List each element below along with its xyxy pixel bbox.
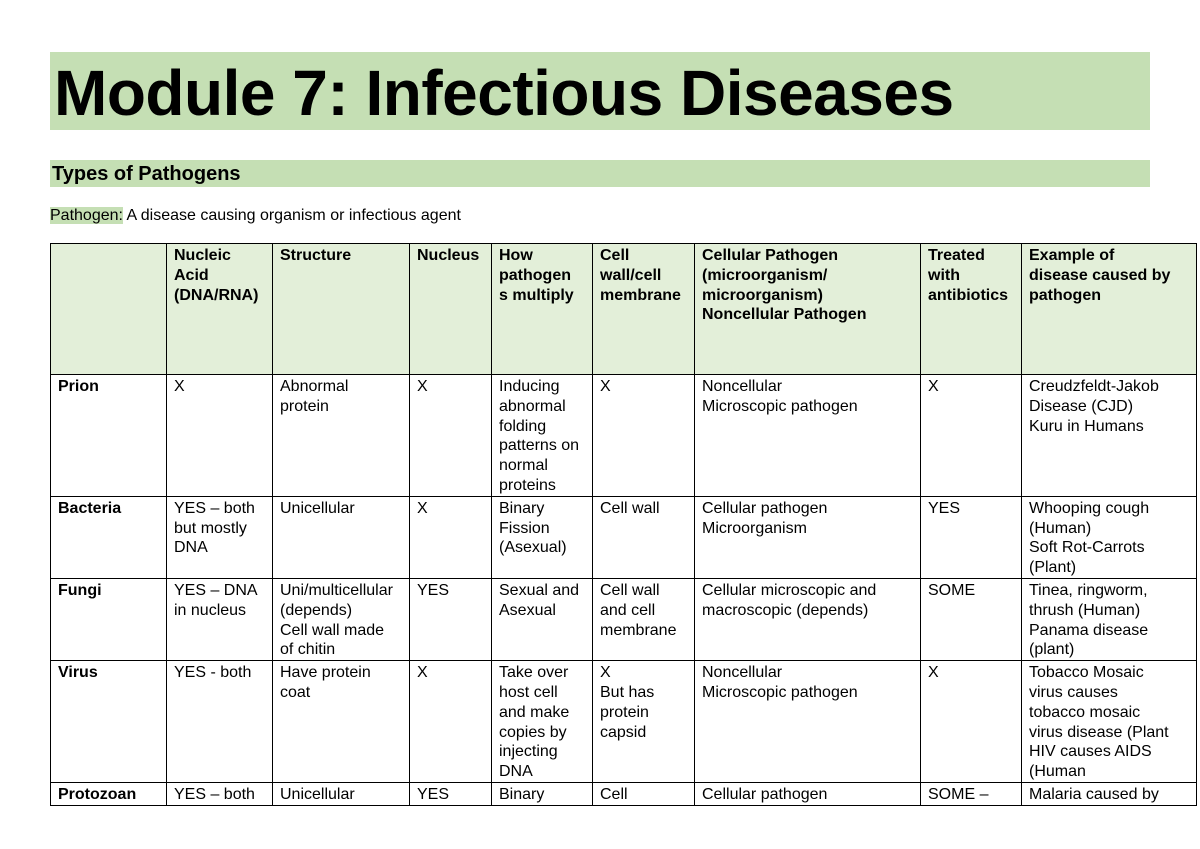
table-cell: X — [593, 375, 695, 497]
table-cell: YES - both — [167, 661, 273, 783]
definition-text: A disease causing organism or infectious agent — [122, 207, 461, 224]
table-row-protozoan — [51, 782, 1197, 805]
table-cell: Take over host cell and make copies by injecting DNA — [492, 661, 593, 783]
table-cell: SOME — [921, 578, 1022, 660]
pathogen-definition — [50, 205, 461, 227]
row-label: Bacteria — [51, 496, 167, 578]
table-cell: SOME – — [921, 782, 1022, 805]
table-header-row — [51, 244, 1197, 375]
table-cell: Have protein coat — [273, 661, 410, 783]
table-cell: YES — [921, 496, 1022, 578]
table-cell: Binary — [492, 782, 593, 805]
table-cell: Unicellular — [273, 782, 410, 805]
table-cell: YES — [410, 578, 492, 660]
table-cell: Uni/multicellular (depends) Cell wall made of chitin — [273, 578, 410, 660]
header-how-multiply: How pathogen s multiply — [492, 244, 593, 375]
table-cell: X — [410, 661, 492, 783]
table-cell: X But has protein capsid — [593, 661, 695, 783]
header-antibiotics: Treated with antibiotics — [921, 244, 1022, 375]
table-cell: X — [410, 496, 492, 578]
table-cell: Noncellular Microscopic pathogen — [695, 375, 921, 497]
table-row-prion — [51, 375, 1197, 497]
table-cell: Noncellular Microscopic pathogen — [695, 661, 921, 783]
section-heading: Types of Pathogens — [52, 163, 241, 185]
header-cellular-pathogen: Cellular Pathogen (microorganism/ microorganism) Noncellular Pathogen — [695, 244, 921, 375]
row-label: Virus — [51, 661, 167, 783]
definition-term: Pathogen: — [50, 207, 123, 224]
table-cell: Cellular pathogen — [695, 782, 921, 805]
table-cell: X — [921, 375, 1022, 497]
pathogen-table-container — [50, 243, 1200, 803]
table-cell: Creudzfeldt-Jakob Disease (CJD) Kuru in Humans — [1022, 375, 1197, 497]
table-row-bacteria — [51, 496, 1197, 578]
header-structure: Structure — [273, 244, 410, 375]
header-empty — [51, 244, 167, 375]
table-cell: X — [167, 375, 273, 497]
table-cell: Unicellular — [273, 496, 410, 578]
header-example-disease: Example of disease caused by pathogen — [1022, 244, 1197, 375]
table-cell: YES – both but mostly DNA — [167, 496, 273, 578]
table-cell: Cellular microscopic and macroscopic (depends) — [695, 578, 921, 660]
table-cell: Inducing abnormal folding patterns on normal proteins — [492, 375, 593, 497]
table-cell: Binary Fission (Asexual) — [492, 496, 593, 578]
table-cell: Abnormal protein — [273, 375, 410, 497]
table-cell: Malaria caused by — [1022, 782, 1197, 805]
table-cell: YES – DNA in nucleus — [167, 578, 273, 660]
row-label: Prion — [51, 375, 167, 497]
table-cell: Cell — [593, 782, 695, 805]
header-nucleus: Nucleus — [410, 244, 492, 375]
row-label: Fungi — [51, 578, 167, 660]
header-nucleic-acid: Nucleic Acid (DNA/RNA) — [167, 244, 273, 375]
table-cell: Cellular pathogen Microorganism — [695, 496, 921, 578]
table-cell: Tobacco Mosaic virus causes tobacco mosaic virus disease (Plant HIV causes AIDS (Human — [1022, 661, 1197, 783]
table-cell: Cell wall — [593, 496, 695, 578]
table-cell: Cell wall and cell membrane — [593, 578, 695, 660]
header-cell-wall: Cell wall/cell membrane — [593, 244, 695, 375]
table-cell: YES — [410, 782, 492, 805]
table-cell: Tinea, ringworm, thrush (Human) Panama disease (plant) — [1022, 578, 1197, 660]
table-row-virus — [51, 661, 1197, 783]
table-cell: X — [921, 661, 1022, 783]
row-label: Protozoan — [51, 782, 167, 805]
table-cell: X — [410, 375, 492, 497]
table-cell: Whooping cough (Human) Soft Rot-Carrots (Plant) — [1022, 496, 1197, 578]
table-cell: Sexual and Asexual — [492, 578, 593, 660]
table-cell: YES – both — [167, 782, 273, 805]
page-title: Module 7: Infectious Diseases — [54, 57, 954, 129]
pathogen-table — [50, 243, 1197, 806]
table-row-fungi — [51, 578, 1197, 660]
